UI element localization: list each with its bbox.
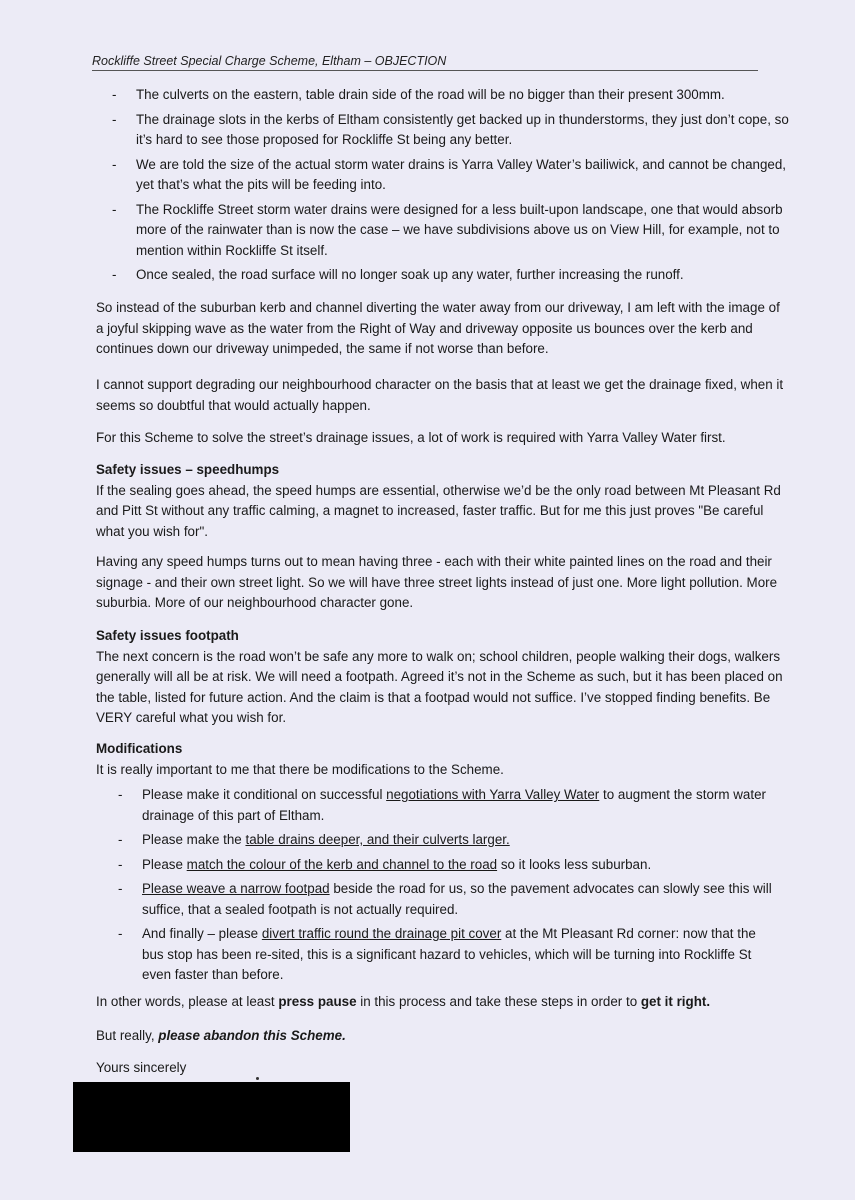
signoff: Yours sincerely [96,1060,187,1075]
paragraph: It is really important to me that there be modifications to the Scheme. [96,761,504,777]
bullet-dash: - [112,156,117,172]
list-item: - Please make the table drains deeper, and their culverts larger. [118,832,510,847]
paragraph: If the sealing goes ahead, the speed humps are essential, otherwise we’d be the only road between Mt Pleasant Rd and Pitt St without any traffic calming, a magnet to increased, faster traffic. But for me this just proves "Be careful what you wish for". [96,482,781,539]
redacted-signature-block [73,1082,350,1152]
bullet-dash: - [112,201,117,217]
page-header: Rockliffe Street Special Charge Scheme, Eltham – OBJECTION [92,54,758,71]
list-item: - The drainage slots in the kerbs of Eltham consistently get backed up in thunderstorms, they just don’t cope, so it’s hard to see those proposed for Rockliffe St being any better. [112,111,789,147]
abandon-paragraph: But really, please abandon this Scheme. [96,1028,346,1043]
list-item: - We are told the size of the actual storm water drains is Yarra Valley Water’s bailiwick, and cannot be changed, yet that’s what the pits will be feeding into. [112,156,787,192]
section-heading: Modifications [96,741,183,756]
list-item: - And finally – please divert traffic round the drainage pit cover at the Mt Pleasant Rd corner: now that the bus stop has been re-sited, this is a significant hazard to vehicles, which will be turning into Rockliffe St even faster than before. [118,926,756,982]
section-speedhumps [96,460,786,614]
section-heading: Safety issues footpath [96,628,239,643]
paragraph-character: I cannot support degrading our neighbourhood character on the basis that at least we get the drainage fixed, when it seems so doubtful that would actually happen. [96,377,784,413]
modifications-list [118,785,778,990]
list-item: - Please match the colour of the kerb and channel to the road so it looks less suburban. [118,856,652,872]
list-item: - The Rockliffe Street storm water drains were designed for a less built-upon landscape, one that would absorb more of the rainwater than is now the case – we have subdivisions above us on View Hill, for example, not to mention within Rockliffe St itself. [112,201,783,258]
list-item: - Please make it conditional on successful negotiations with Yarra Valley Water to augment the storm water drainage of this part of Eltham. [118,787,766,823]
list-item: - The culverts on the eastern, table drain side of the road will be no bigger than their present 300mm. [112,85,792,106]
bullet-dash: - [112,111,117,127]
section-modifications [96,739,786,780]
closing-paragraph: In other words, please at least press pause in this process and take these steps in order to get it right. [96,994,711,1009]
bullet-dash: - [112,267,117,282]
scan-speck [256,1077,259,1080]
paragraph: The next concern is the road won’t be safe any more to walk on; school children, people walking their dogs, walkers generally will all be at risk. We will need a footpath. Agreed it’s not in the Scheme as such, but it has been placed on the table, listed for future action. And the claim is that a footpad would not suffice. I’ve stopped finding benefits. Be VERY careful what you wish for. [96,648,783,725]
paragraph-driveway: So instead of the suburban kerb and channel diverting the water away from our driveway, I am left with the image of a joyful skipping wave as the water from the Right of Way and driveway opposite us bounces over the kerb and continues down our driveway unimpeded, the same if not worse than before. [96,300,780,356]
section-footpath [96,626,786,729]
list-item: - Once sealed, the road surface will no longer soak up any water, further increasing the runoff. [112,265,792,286]
drainage-bullet-list [112,85,792,290]
paragraph: Having any speed humps turns out to mean having three - each with their white painted lines on the road and their signage - and their own street light. So we will have three street lights instead of just one. More light pollution. More suburbia. More of our neighbourhood character gone. [96,554,778,610]
paragraph-yvw: For this Scheme to solve the street’s drainage issues, a lot of work is required with Yarra Valley Water first. [96,430,726,445]
list-item: - Please weave a narrow footpad beside the road for us, so the pavement advocates can slowly see this will suffice, that a sealed footpath is not actually required. [118,881,772,917]
section-heading: Safety issues – speedhumps [96,462,280,477]
bullet-dash: - [112,87,117,102]
